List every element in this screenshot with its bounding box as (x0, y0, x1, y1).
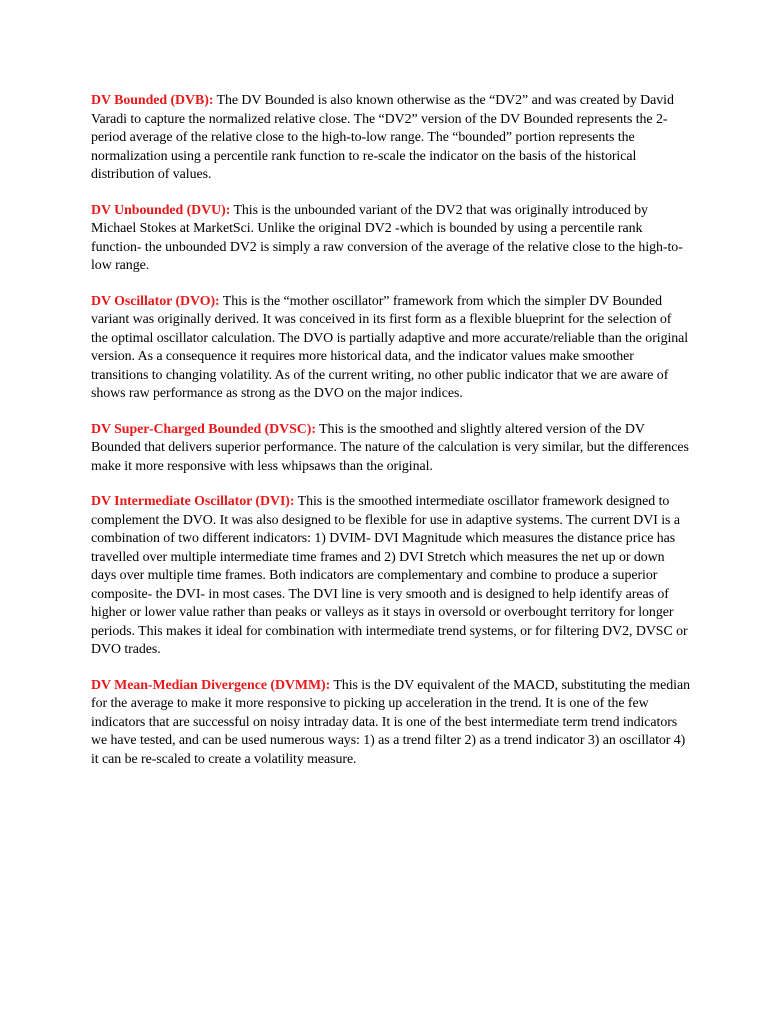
description-dvsc: This is the smoothed and slightly altered version of the DV Bounded that delivers superior performance. The nature of the calculation is very similar, but the differences make it more responsive with less whipsaws than the original. (91, 421, 689, 474)
term-dvo: DV Oscillator (DVO): (91, 293, 220, 309)
definition-dvb (91, 92, 691, 185)
definition-dvmm (91, 677, 691, 770)
term-dvsc: DV Super-Charged Bounded (DVSC): (91, 421, 316, 437)
definition-dvo (91, 293, 691, 404)
description-dvi: This is the smoothed intermediate oscillator framework designed to complement the DVO. It was also designed to be flexible for use in adaptive systems. The current DVI is a combination of two different indicators: 1) DVIM- DVI Magnitude which measures the distance price has travelled over multiple intermediate time frames and 2) DVI Stretch which measures the net up or down days over multiple time frames. Both indicators are complementary and combine to produce a superior composite- the DVI- in most cases. The DVI line is very smooth and is designed to help identify areas of higher or lower value rather than peaks or valleys as it stays in oversold or overbought territory for longer periods. This makes it ideal for combination with intermediate trend systems, or for filtering DV2, DVSC or DVO trades. (91, 494, 688, 657)
term-dvb: DV Bounded (DVB): (91, 93, 214, 108)
description-dvmm: This is the DV equivalent of the MACD, substituting the median for the average to make it more responsive to picking up acceleration in the trend. It is one of the few indicators that are successful on noisy intraday data. It is one of the best intermediate term trend indicators we have tested, and can be used numerous ways: 1) as a trend filter 2) as a trend indicator 3) an oscillator 4) it can be re-scaled to create a volatility measure. (91, 677, 690, 767)
term-dvmm: DV Mean-Median Divergence (DVMM): (91, 677, 331, 693)
description-dvo: This is the “mother oscillator” framework from which the simpler DV Bounded variant was originally derived. It was conceived in its first form as a flexible blueprint for the selection of the optimal oscillator calculation. The DVO is partially adaptive and more accurate/reliable than the original version. As a consequence it requires more historical data, and the indicator values make smoother transitions to changing volatility. As of the current writing, no other public indicator that we are aware of shows raw performance as strong as the DVO on the major indices. (91, 293, 689, 401)
description-dvb: The DV Bounded is also known otherwise as the “DV2” and was created by David Varadi to capture the normalized relative close. The “DV2” version of the DV Bounded represents the 2-period average of the relative close to the high-to-low range. The “bounded” portion represents the normalization using a percentile rank function to re-scale the indicator on the basis of the historical distribution of values. (91, 93, 674, 182)
term-dvi: DV Intermediate Oscillator (DVI): (91, 494, 295, 509)
definition-dvsc (91, 421, 691, 477)
description-dvu: This is the unbounded variant of the DV2 that was originally introduced by Michael Stokes at MarketSci. Unlike the original DV2 -which is bounded by using a percentile rank function- the unbounded DV2 is simply a raw conversion of the average of the relative close to the high-to-low range. (91, 202, 683, 273)
term-dvu: DV Unbounded (DVU): (91, 202, 231, 218)
definition-dvi (91, 493, 691, 660)
definition-dvu (91, 202, 691, 276)
document-body (91, 92, 691, 786)
